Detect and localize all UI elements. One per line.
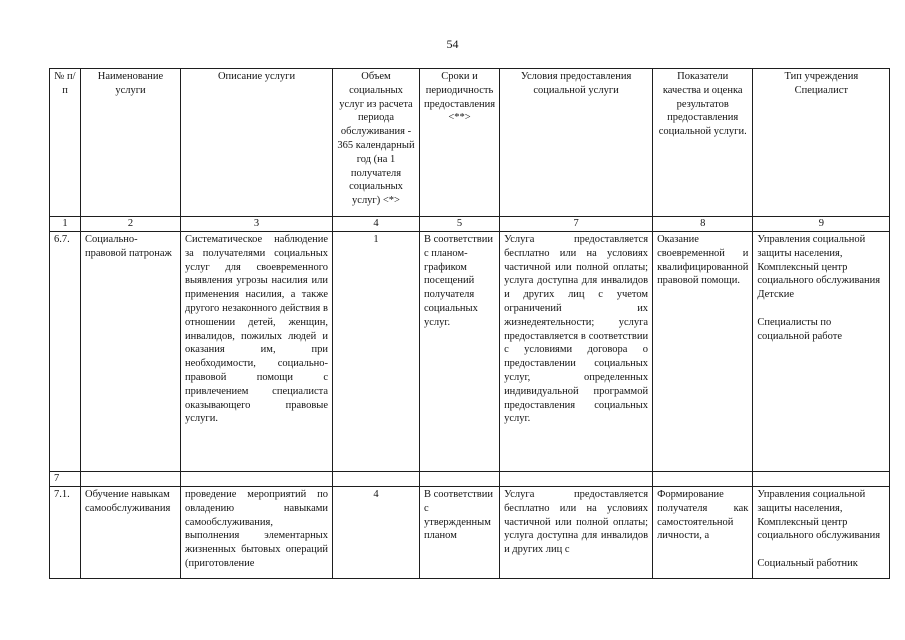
row-volume: 4 bbox=[333, 487, 420, 579]
header-desc: Описание услуги bbox=[181, 69, 333, 217]
row-conditions: Услуга предоставляется бесплатно или на условиях частичной или полной оплаты; услуга доступна для инвалидов и других лиц с bbox=[500, 487, 653, 579]
header-row bbox=[50, 69, 890, 217]
row-volume: 1 bbox=[333, 232, 420, 472]
row-name: Социально-правовой патронаж bbox=[81, 232, 181, 472]
row-num: 7.1. bbox=[50, 487, 81, 579]
column-number: 7 bbox=[500, 217, 653, 232]
row-specialist: Специалисты по социальной работе bbox=[757, 316, 842, 342]
row-name: Обучение навыкам самообслуживания bbox=[81, 487, 181, 579]
row-type-org: Управления социальной защиты населения, Комплексный центр социального обслуживания bbox=[757, 489, 881, 542]
column-number: 9 bbox=[753, 217, 890, 232]
column-number: 1 bbox=[50, 217, 81, 232]
header-indicators: Показатели качества и оценка результатов предоставления социальной услуги. bbox=[653, 69, 753, 217]
row-type-org: Управления социальной защиты населения, Комплексный центр социального обслуживания Детские bbox=[757, 234, 881, 301]
header-volume: Объем социальных услуг из расчета периода обслуживания - 365 календарный год (на 1 получателя социальных услуг) <*> bbox=[333, 69, 420, 217]
header-conditions: Условия предоставления социальной услуги bbox=[500, 69, 653, 217]
row-desc: проведение мероприятий по овладению навыками самообслуживания, выполнения элементарных жизненных бытовых операций (приготовление bbox=[181, 487, 333, 579]
column-number-row bbox=[50, 217, 890, 232]
row-indicators: Оказание своевременной и квалифицированной правовой помощи. bbox=[653, 232, 753, 472]
section-number: 7 bbox=[50, 472, 81, 487]
page-number: 54 bbox=[446, 37, 459, 51]
services-table bbox=[49, 68, 890, 579]
column-number: 8 bbox=[653, 217, 753, 232]
header-terms: Сроки и периодичность предоставления <**> bbox=[420, 69, 500, 217]
row-conditions: Услуга предоставляется бесплатно или на условиях частичной или полной оплаты; услуга доступна для инвалидов и других лиц с учетом ограничений их жизнедеятельности; услуга предоставляется в соответствии с условиями договора о предоставлении социальных услуг, определенных индивидуальной программой предоставления социальных услуг. bbox=[500, 232, 653, 472]
row-terms: В соответствии с планом-графиком посещений получателя социальных услуг. bbox=[420, 232, 500, 472]
column-number: 5 bbox=[420, 217, 500, 232]
row-desc: Систематическое наблюдение за получателями социальных услуг для своевременного выявления угрозы насилия или применения насилия, а также другого незаконного действия в отношении детей, женщин, инвалидов, пожилых людей и оказания им, при необходимости, социально-правовой помощи с привлечением специалиста оказывающего правовые услуги. bbox=[181, 232, 333, 472]
column-number: 3 bbox=[181, 217, 333, 232]
row-type bbox=[753, 487, 890, 579]
header-num: № п/п bbox=[50, 69, 81, 217]
column-number: 2 bbox=[81, 217, 181, 232]
column-number: 4 bbox=[333, 217, 420, 232]
row-terms: В соответствии с утвержденным планом bbox=[420, 487, 500, 579]
row-indicators: Формирование получателя как самостоятельной личности, а bbox=[653, 487, 753, 579]
row-num: 6.7. bbox=[50, 232, 81, 472]
row-specialist: Социальный работник bbox=[757, 558, 858, 570]
row-type bbox=[753, 232, 890, 472]
table-row bbox=[50, 487, 890, 579]
header-name: Наименование услуги bbox=[81, 69, 181, 217]
table-row bbox=[50, 232, 890, 472]
section-row bbox=[50, 472, 890, 487]
header-type: Тип учреждения Специалист bbox=[753, 69, 890, 217]
